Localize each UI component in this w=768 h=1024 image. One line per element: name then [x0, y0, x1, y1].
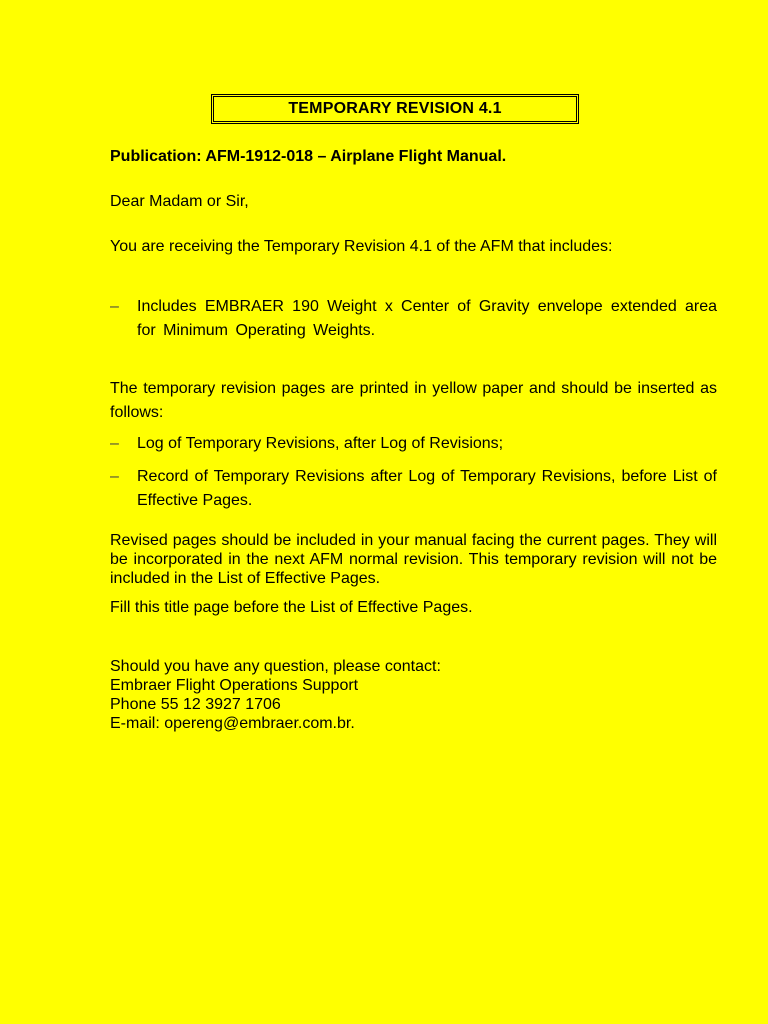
- insert-step-text: Log of Temporary Revisions, after Log of Revisions;: [137, 435, 504, 452]
- revision-title-box: [211, 94, 579, 124]
- contact-phone: Phone 55 12 3927 1706: [110, 696, 281, 713]
- dash-bullet: –: [110, 435, 119, 452]
- insert-step-item: [110, 465, 717, 513]
- includes-item: [110, 295, 717, 343]
- insert-step-item: [110, 432, 717, 456]
- contact-organization: Embraer Flight Operations Support: [110, 677, 359, 694]
- contact-question: Should you have any question, please contact:: [110, 658, 441, 675]
- dash-bullet: –: [110, 298, 119, 315]
- contact-block: [110, 657, 717, 733]
- print-note-paragraph: The temporary revision pages are printed in yellow paper and should be inserted as follows:: [110, 380, 717, 421]
- dash-bullet: –: [110, 468, 119, 485]
- revision-title: TEMPORARY REVISION 4.1: [288, 100, 502, 117]
- intro-paragraph: You are receiving the Temporary Revision 4.1 of the AFM that includes:: [110, 238, 613, 255]
- fill-note-paragraph: Fill this title page before the List of Effective Pages.: [110, 599, 473, 616]
- publication-line: Publication: AFM-1912-018 – Airplane Flight Manual.: [110, 148, 507, 165]
- includes-item-text: Includes EMBRAER 190 Weight x Center of Gravity envelope extended area for Minimum Operating Weights.: [137, 298, 717, 339]
- contact-email: E-mail: opereng@embraer.com.br.: [110, 715, 355, 732]
- insert-step-text: Record of Temporary Revisions after Log of Temporary Revisions, before List of Effective Pages.: [137, 468, 717, 509]
- salutation: Dear Madam or Sir,: [110, 193, 249, 210]
- revised-pages-paragraph: Revised pages should be included in your manual facing the current pages. They will be incorporated in the next AFM normal revision. This temporary revision will not be included in the List of Effective Pages.: [110, 532, 717, 587]
